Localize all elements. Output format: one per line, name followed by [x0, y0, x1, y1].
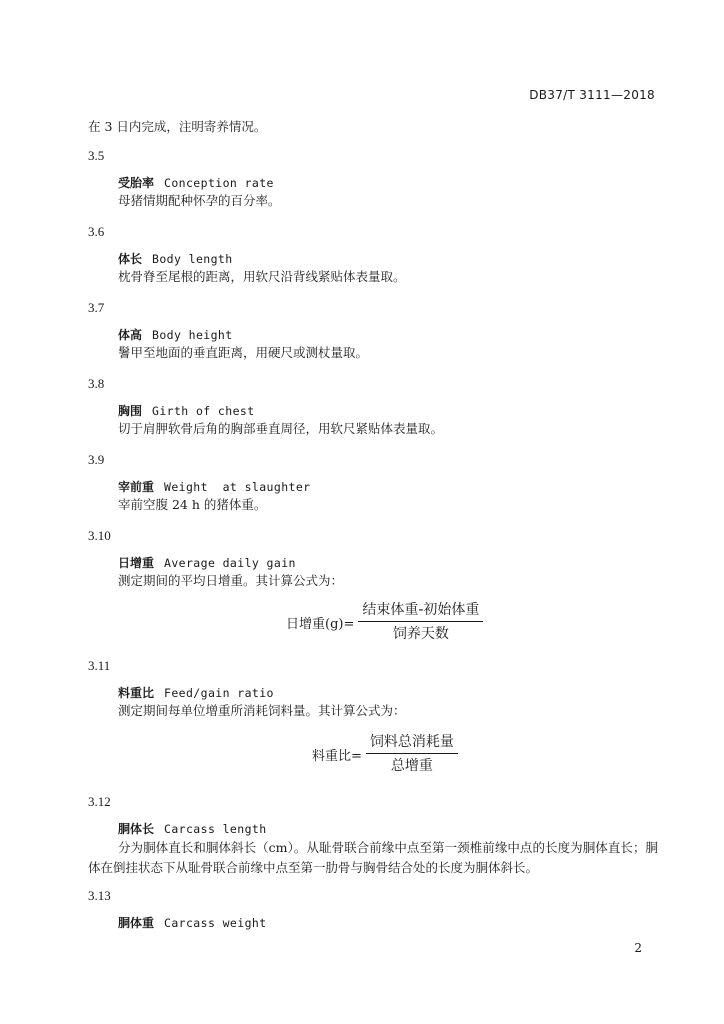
term-en: Carcass length	[164, 822, 267, 836]
term-cn: 体高	[118, 328, 143, 342]
section-3-6	[88, 222, 658, 286]
term-cn: 胸围	[118, 404, 143, 418]
term-heading	[118, 326, 658, 344]
term-en: Carcass weight	[164, 916, 267, 930]
section-number: 3.9	[88, 452, 105, 467]
term-cn: 胴体重	[118, 916, 155, 930]
fraction-bar	[358, 621, 483, 622]
formula-numerator: 结束体重-初始体重	[362, 602, 480, 618]
fraction-bar	[366, 753, 458, 754]
term-cn: 受胎率	[118, 176, 155, 190]
term-en: Weight at slaughter	[164, 480, 311, 494]
term-cn: 日增重	[118, 556, 155, 570]
section-3-5	[88, 146, 658, 210]
document-code: DB37/T 3111—2018	[529, 88, 655, 102]
formula-denominator: 总增重	[390, 758, 433, 774]
formula-fraction	[366, 732, 458, 776]
section-3-9	[88, 450, 658, 514]
section-3-12	[88, 792, 658, 878]
term-definition: 测定期间每单位增重所消耗饲料量。其计算公式为：	[118, 703, 406, 718]
term-heading	[118, 174, 658, 192]
section-number: 3.7	[88, 300, 105, 315]
term-heading	[118, 478, 658, 496]
term-en: Body length	[152, 252, 233, 266]
formula-daily-gain	[286, 600, 483, 644]
term-definition: 测定期间的平均日增重。其计算公式为：	[118, 573, 344, 588]
formula-lhs: 日增重(g)=	[286, 616, 355, 632]
term-definition: 宰前空腹 24 h 的猪体重。	[118, 497, 267, 512]
section-3-11	[88, 656, 658, 720]
term-definition: 鬐甲至地面的垂直距离，用硬尺或测杖量取。	[118, 345, 369, 360]
term-cn: 胴体长	[118, 822, 155, 836]
term-cn: 体长	[118, 252, 143, 266]
term-cn: 宰前重	[118, 480, 155, 494]
formula-feed-gain	[312, 732, 458, 776]
section-number: 3.11	[88, 658, 111, 673]
term-en: Conception rate	[164, 176, 274, 190]
intro-text: 在 3 日内完成，注明寄养情况。	[88, 119, 267, 134]
term-heading	[118, 684, 658, 702]
section-number: 3.12	[88, 794, 111, 809]
term-definition: 枕骨脊至尾根的距离，用软尺沿背线紧贴体表量取。	[118, 269, 406, 284]
term-en: Feed/gain ratio	[164, 686, 274, 700]
term-en: Girth of chest	[152, 404, 255, 418]
term-cn: 料重比	[118, 686, 155, 700]
formula-numerator: 饲料总消耗量	[369, 734, 454, 750]
term-heading	[118, 554, 658, 572]
term-en: Average daily gain	[164, 556, 296, 570]
term-heading	[118, 250, 658, 268]
formula-fraction	[358, 600, 483, 644]
formula-denominator: 饲养天数	[392, 626, 449, 642]
term-definition: 分为胴体直长和胴体斜长（cm）。从耻骨联合前缘中点至第一颈椎前缘中点的长度为胴体直长；胴体在倒挂状态下从耻骨联合前缘中点至第一肋骨与胸骨结合处的长度为胴体斜长。	[88, 840, 658, 875]
page-number: 2	[634, 941, 642, 955]
section-3-7	[88, 298, 658, 362]
section-3-8	[88, 374, 658, 438]
term-heading	[118, 402, 658, 420]
section-3-10	[88, 526, 658, 590]
term-definition: 母猪情期配种怀孕的百分率。	[118, 193, 281, 208]
term-heading	[118, 914, 658, 932]
section-number: 3.8	[88, 376, 105, 391]
term-definition: 切于肩胛软骨后角的胸部垂直周径，用软尺紧贴体表量取。	[118, 421, 444, 436]
formula-lhs: 料重比=	[312, 748, 362, 764]
section-number: 3.5	[88, 148, 105, 163]
term-heading	[118, 820, 658, 838]
term-en: Body height	[152, 328, 233, 342]
section-number: 3.13	[88, 888, 111, 903]
section-3-13	[88, 886, 658, 932]
section-number: 3.6	[88, 224, 105, 239]
section-number: 3.10	[88, 528, 111, 543]
